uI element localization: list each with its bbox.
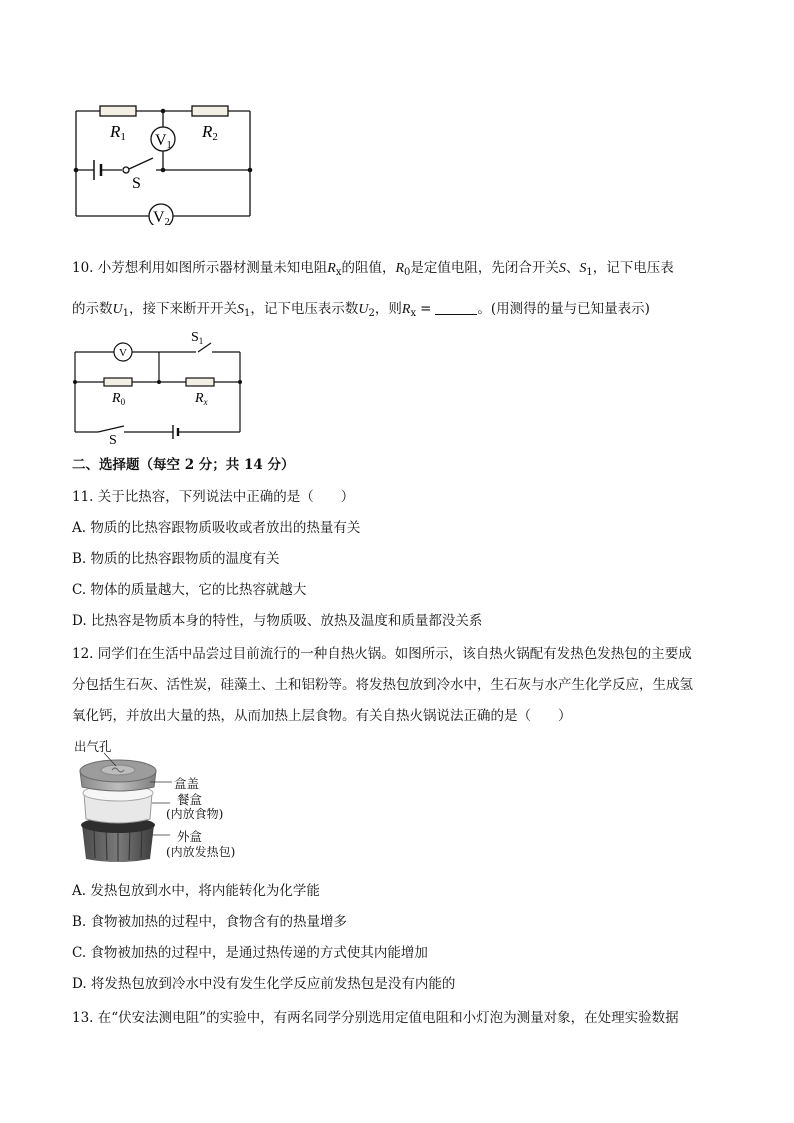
- question-11-option-c[interactable]: C. 物体的质量越大，它的比热容就越大: [72, 582, 307, 598]
- circuit-diagram-1: [70, 100, 260, 225]
- question-11-option-a[interactable]: A. 物质的比热容跟物质吸收或者放出的热量有关: [72, 520, 361, 536]
- lid-label: 盒盖: [174, 776, 200, 791]
- question-12-option-d[interactable]: D. 将发热包放到冷水中没有发生化学反应前发热包是没有内能的: [72, 976, 456, 992]
- meal-box-label: 餐盒: [177, 792, 203, 807]
- question-12-option-b[interactable]: B. 食物被加热的过程中，食物含有的热量增多: [72, 914, 348, 930]
- question-11-stem: 11. 关于比热容，下列说法中正确的是（ ）: [72, 489, 355, 505]
- circuit-diagram-2: [70, 326, 250, 446]
- question-12-option-c[interactable]: C. 食物被加热的过程中，是通过热传递的方式使其内能增加: [72, 945, 428, 961]
- question-12-stem-line-2: 分包括生石灰、活性炭，硅藻土、土和铝粉等。将发热包放到冷水中，生石灰与水产生化学反应，生成氢: [72, 677, 693, 693]
- s1-label: $S_1$: [191, 330, 204, 346]
- question-12-stem-line-1: 12. 同学们在生活中品尝过目前流行的一种自热火锅。如图所示，该自热火锅配有发热色发热包的主要成: [72, 646, 692, 662]
- question-12-option-a[interactable]: A. 发热包放到水中，将内能转化为化学能: [72, 883, 320, 899]
- question-11-option-d[interactable]: D. 比热容是物质本身的特性，与物质吸、放热及温度和质量都没关系: [72, 613, 483, 629]
- v1-label: V1: [155, 132, 172, 151]
- switch-label: S: [132, 175, 141, 192]
- s-label: S: [109, 433, 117, 446]
- outer-box-label: 外盒: [177, 829, 203, 844]
- question-11-option-b[interactable]: B. 物质的比热容跟物质的温度有关: [72, 551, 280, 567]
- outer-box-note: (内放发热包): [166, 845, 236, 859]
- question-12-stem-line-3: 氧化钙，并放出大量的热，从而加热上层食物。有关自热火锅说法正确的是（ ）: [72, 708, 572, 724]
- question-13-stem: 13. 在“伏安法测电阻”的实验中，有两名同学分别选用定值电阻和小灯泡为测量对象，在处理实验数据: [72, 1010, 679, 1026]
- r1-label: R1: [110, 122, 126, 143]
- vent-label: 出气孔: [74, 739, 112, 754]
- voltmeter-label: V: [119, 347, 127, 359]
- question-10-line-2: 的示数$U_1$，接下来断开开关$S_1$，记下电压表示数$U_2$，则$R_x$ = 。(用测得的量与已知量表示): [72, 301, 650, 319]
- v2-label: V2: [153, 209, 170, 225]
- r2-label: R2: [202, 122, 218, 143]
- self-heating-hotpot-figure: [70, 737, 260, 867]
- answer-blank[interactable]: [435, 300, 477, 315]
- r0-label: $R_0$: [112, 391, 126, 407]
- question-10-line-1: 10. 小芳想利用如图所示器材测量未知电阻$R_x$的阻值，$R_0$是定值电阻，先闭合开关S、$S_1$，记下电压表: [72, 260, 674, 278]
- section-heading: 二、选择题（每空 2 分；共 14 分）: [72, 457, 295, 473]
- meal-box-note: (内放食物): [166, 807, 224, 821]
- rx-label: $R_x$: [195, 391, 208, 407]
